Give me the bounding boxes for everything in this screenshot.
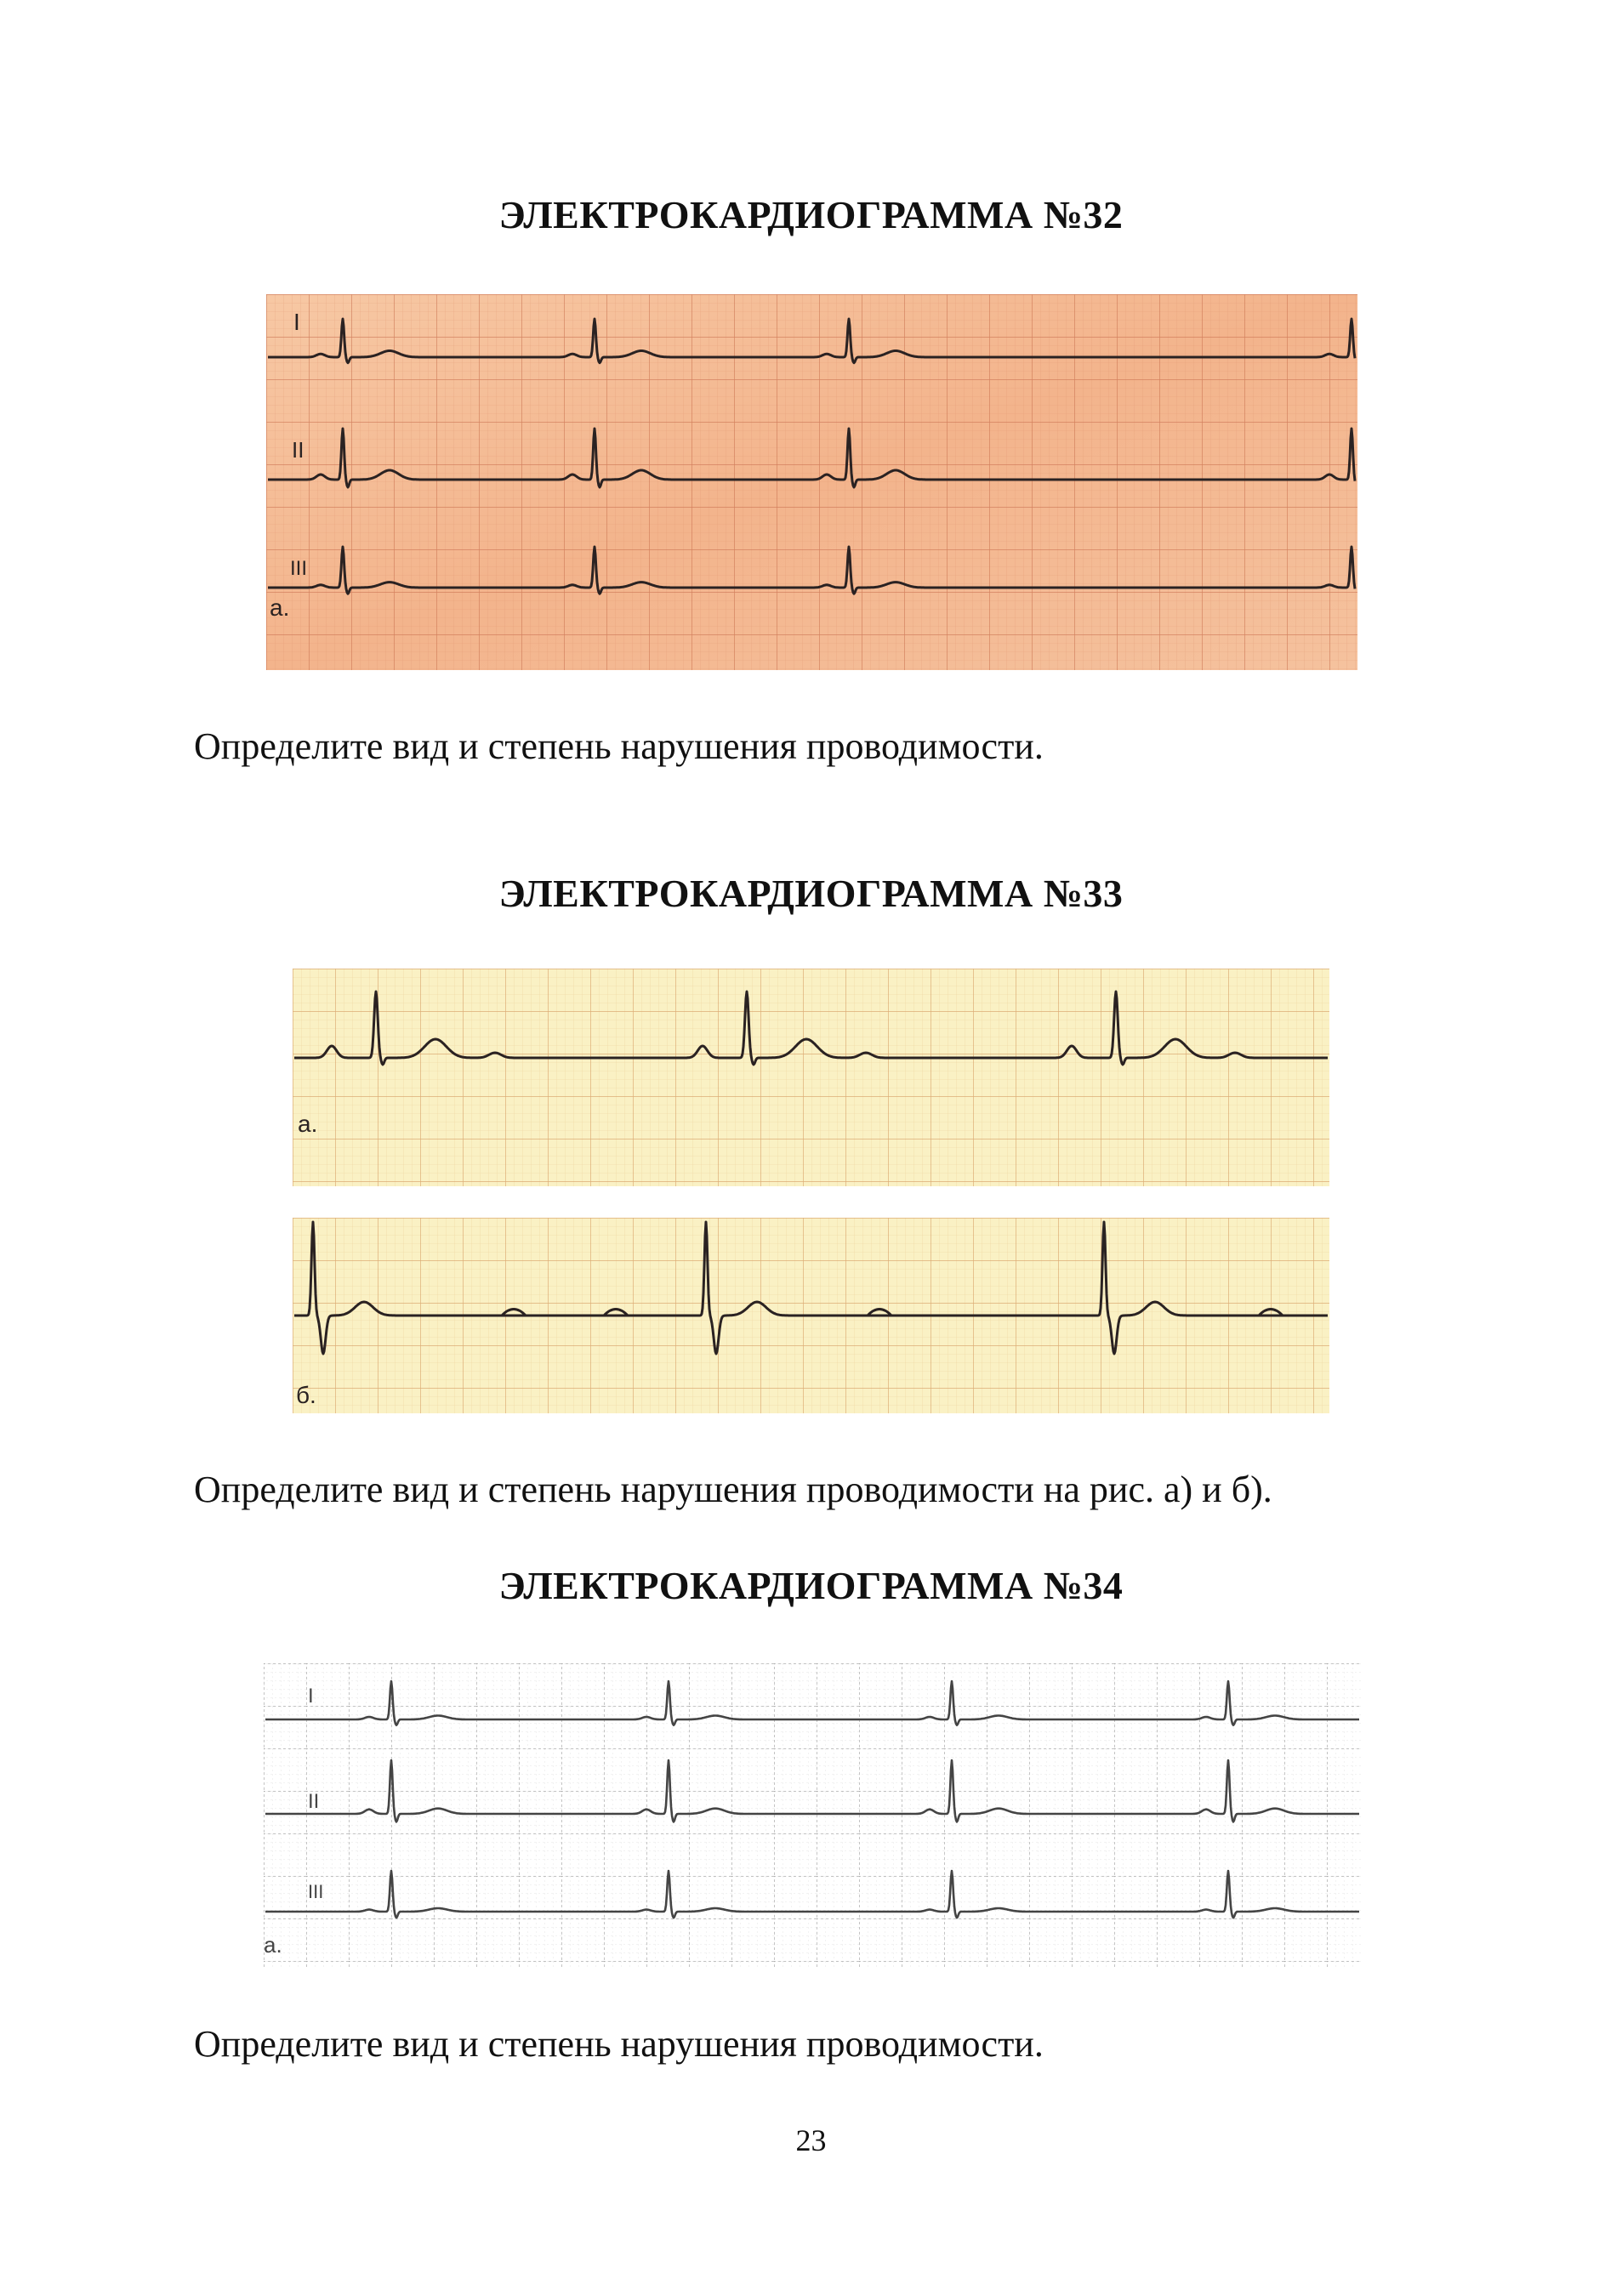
lead-label-iii: III	[308, 1881, 324, 1902]
ecg34-question: Определите вид и степень нарушения проводимости.	[194, 2023, 1044, 2065]
ecg32-title: ЭЛЕКТРОКАРДИОГРАММА №32	[498, 193, 1124, 236]
ecg-grid	[293, 969, 1329, 1186]
lead-label-ii: II	[308, 1790, 320, 1813]
lead-label-iii: III	[290, 557, 308, 580]
ecg34-title: ЭЛЕКТРОКАРДИОГРАММА №34	[498, 1564, 1124, 1607]
lead-label-i: I	[308, 1685, 314, 1708]
ecg32-question: Определите вид и степень нарушения проводимости.	[194, 725, 1044, 767]
panel-label-b: б.	[296, 1382, 316, 1408]
ecg-grid	[266, 294, 1357, 670]
ecg33-strip-a	[293, 969, 1329, 1186]
ecg33-strip-b	[293, 1218, 1329, 1413]
ecg32-strip	[266, 294, 1357, 670]
lead-label-i: I	[293, 309, 300, 335]
ecg33-title: ЭЛЕКТРОКАРДИОГРАММА №33	[498, 872, 1124, 915]
panel-label-a: a.	[298, 1111, 318, 1137]
panel-label-a: a.	[264, 1932, 282, 1958]
page-number: 23	[795, 2123, 827, 2157]
panel-label-a: a.	[270, 594, 290, 621]
lead-label-ii: II	[292, 437, 304, 463]
ecg-grid	[264, 1663, 1361, 1969]
ecg34-strip	[264, 1663, 1361, 1969]
ecg33-question: Определите вид и степень нарушения проводимости на рис. а) и б).	[194, 1469, 1272, 1510]
